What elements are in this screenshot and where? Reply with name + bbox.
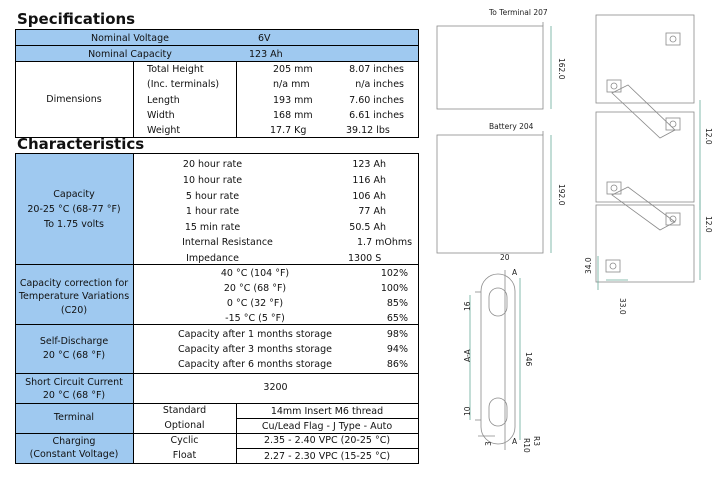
capacity-rate-label: 15 min rate xyxy=(184,222,241,233)
dim-162-label: 162.0 xyxy=(557,58,566,80)
temp-c20-label: (C20) xyxy=(60,305,88,316)
temp-row-value: 102% xyxy=(380,268,408,279)
dim-192-label: 192.0 xyxy=(557,184,566,206)
dim-metric: 168 mm xyxy=(273,110,313,121)
battery-front-bottom xyxy=(596,205,694,282)
dim-imperial: 39.12 lbs xyxy=(346,125,390,136)
dim-12b-label: 12.0 xyxy=(704,216,713,233)
capacity-volts-label: To 1.75 volts xyxy=(44,219,104,230)
capacity-rate-value: 123 Ah xyxy=(352,159,386,170)
temp-row-label: 0 °C (32 °F) xyxy=(226,298,284,309)
capacity-rate-label: 10 hour rate xyxy=(182,175,243,186)
section-aa-label: A-A xyxy=(463,349,472,362)
strap-20-label: 20 xyxy=(500,253,510,262)
section-a-label: A xyxy=(512,268,518,277)
strap-146-label: 146 xyxy=(524,352,533,367)
capacity-rate-value: 116 Ah xyxy=(352,175,386,186)
dim-label: Weight xyxy=(147,125,181,136)
temp-variations-label: Temperature Variations xyxy=(18,291,130,302)
self-discharge-label: Self-Discharge xyxy=(39,336,109,347)
dim-label: Width xyxy=(147,110,175,121)
nominal-capacity-value: 123 Ah xyxy=(249,49,283,60)
impedance-label: Impedance xyxy=(186,253,239,264)
internal-resistance-label: Internal Resistance xyxy=(182,237,273,248)
strap-16-label: 16 xyxy=(463,301,472,311)
storage-row-value: 94% xyxy=(386,344,408,355)
dim-imperial: 8.07 inches xyxy=(349,64,404,75)
terminal-value: Cu/Lead Flag - J Type - Auto xyxy=(261,421,393,432)
capacity-rate-value: 77 Ah xyxy=(358,206,386,217)
terminal-value: 14mm Insert M6 thread xyxy=(270,406,384,417)
charging-value: 2.27 - 2.30 VPC (15-25 °C) xyxy=(263,451,391,462)
dim-34-label: 34.0 xyxy=(584,257,593,274)
storage-row-label: Capacity after 3 months storage xyxy=(178,344,332,355)
nominal-voltage-value: 6V xyxy=(258,33,271,44)
temp-correction-label: Capacity correction for xyxy=(19,278,129,289)
internal-resistance-value: 1.7 mOhms xyxy=(357,237,413,248)
temp-row-label: -15 °C (5 °F) xyxy=(225,313,285,324)
strap-3-label: 3 xyxy=(484,441,493,446)
dim-label: Total Height xyxy=(147,64,204,75)
storage-row-value: 86% xyxy=(386,359,408,370)
strap-r3-label: R3 xyxy=(532,436,541,446)
nominal-capacity-label: Nominal Capacity xyxy=(88,49,172,60)
dim-imperial: 6.61 inches xyxy=(349,110,404,121)
short-circuit-temp-label: 20 °C (68 °F) xyxy=(42,390,106,401)
temp-row-value: 100% xyxy=(380,283,408,294)
short-circuit-label: Short Circuit Current xyxy=(25,377,123,388)
connector-strap-drawing xyxy=(481,274,518,446)
dim-33-label: 33.0 xyxy=(618,298,627,315)
to-terminal-label: To Terminal 207 xyxy=(489,8,548,17)
temp-row-label: 20 °C (68 °F) xyxy=(223,283,287,294)
dim-12a-label: 12.0 xyxy=(704,128,713,145)
storage-row-label: Capacity after 6 months storage xyxy=(178,359,332,370)
dim-imperial: n/a inches xyxy=(355,79,404,90)
battery-front-top xyxy=(596,15,694,103)
section-a-label: A xyxy=(512,437,518,446)
capacity-rate-label: 1 hour rate xyxy=(185,206,240,217)
impedance-value: 1300 S xyxy=(348,253,382,264)
terminal-type: Optional xyxy=(164,420,205,431)
charging-value: 2.35 - 2.40 VPC (20-25 °C) xyxy=(263,435,391,446)
capacity-rate-label: 5 hour rate xyxy=(185,191,240,202)
terminal-label: Terminal xyxy=(53,412,95,423)
nominal-voltage-label: Nominal Voltage xyxy=(91,33,169,44)
dimensions-label: Dimensions xyxy=(46,94,102,105)
charging-type: Float xyxy=(172,450,197,461)
storage-row-value: 98% xyxy=(386,329,408,340)
dim-label: (Inc. terminals) xyxy=(147,79,220,90)
characteristics-heading: Characteristics xyxy=(17,135,145,153)
dim-imperial: 7.60 inches xyxy=(349,95,404,106)
capacity-rate-value: 50.5 Ah xyxy=(349,222,386,233)
temp-row-value: 65% xyxy=(386,313,408,324)
specifications-heading: Specifications xyxy=(17,10,136,28)
temp-row-value: 85% xyxy=(386,298,408,309)
dim-label: Length xyxy=(147,95,180,106)
short-circuit-value: 3200 xyxy=(263,382,288,393)
battery-side-view xyxy=(437,135,543,253)
charging-label: Charging xyxy=(52,436,96,447)
dim-metric: n/a mm xyxy=(273,79,310,90)
battery-label: Battery 204 xyxy=(489,122,534,131)
charging-mode-label: (Constant Voltage) xyxy=(29,449,119,460)
capacity-rate-value: 106 Ah xyxy=(352,191,386,202)
self-discharge-temp-label: 20 °C (68 °F) xyxy=(42,350,106,361)
terminal-type: Standard xyxy=(162,405,207,416)
strap-r10-label: R10 xyxy=(522,438,531,453)
dim-metric: 193 mm xyxy=(273,95,313,106)
battery-side-view-top xyxy=(437,26,543,109)
dim-metric: 205 mm xyxy=(273,64,313,75)
dim-metric: 17.7 Kg xyxy=(270,125,307,136)
strap-10-label: 10 xyxy=(463,406,472,416)
storage-row-label: Capacity after 1 months storage xyxy=(178,329,332,340)
capacity-rate-label: 20 hour rate xyxy=(182,159,243,170)
capacity-temp-label: 20-25 °C (68-77 °F) xyxy=(27,204,121,215)
capacity-label: Capacity xyxy=(53,189,95,200)
temp-row-label: 40 °C (104 °F) xyxy=(220,268,290,279)
charging-type: Cyclic xyxy=(170,435,199,446)
